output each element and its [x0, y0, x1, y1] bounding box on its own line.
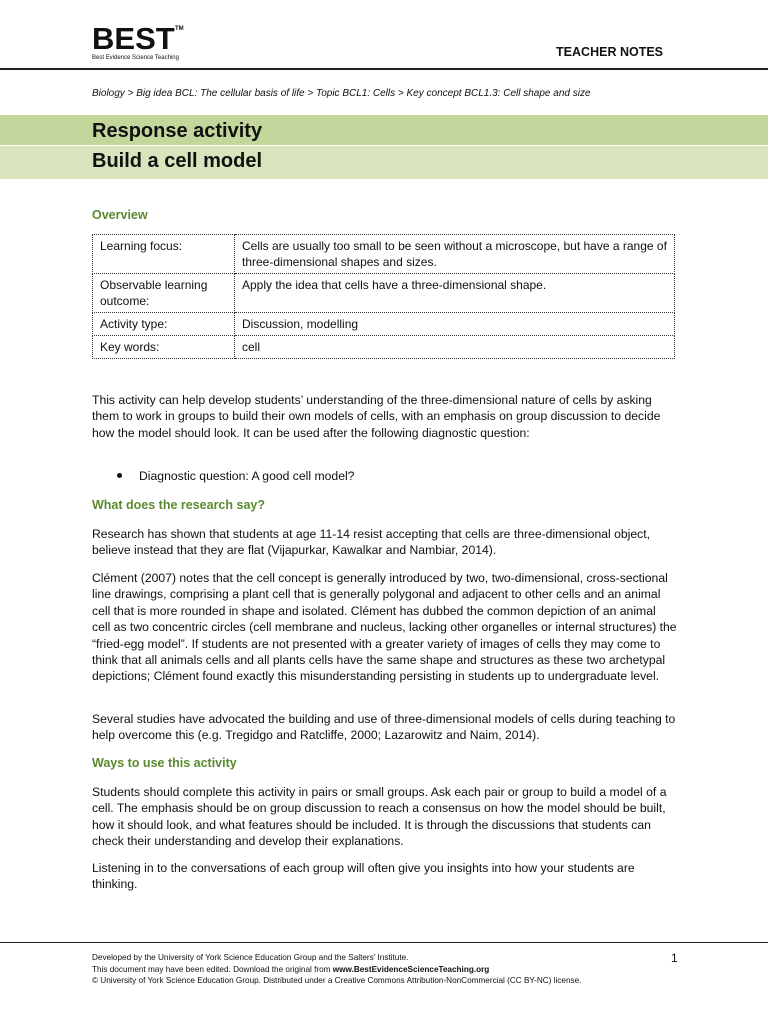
table-row [93, 313, 675, 336]
table-key: Activity type: [93, 313, 235, 336]
logo-text: BEST [92, 21, 175, 56]
table-key: Key words: [93, 336, 235, 359]
table-row [93, 274, 675, 313]
page-number: 1 [671, 951, 678, 965]
page-subtitle: Build a cell model [92, 150, 263, 172]
logo-subtitle: Best Evidence Science Teaching [92, 55, 179, 61]
footer-line-2-text: This document may have been edited. Download the original from [92, 964, 333, 974]
table-value: Discussion, modelling [235, 313, 675, 336]
bullet-dot [117, 473, 122, 478]
overview-heading: Overview [92, 208, 148, 222]
research-paragraph-3: Several studies have advocated the building and use of three-dimensional models of cells during teaching to help overcome this (e.g. Tregidgo and Ratcliffe, 2000; Lazarowitz and Naim, 2014). [92, 712, 676, 743]
footer-website-link[interactable]: www.BestEvidenceScienceTeaching.org [332, 964, 490, 974]
research-heading: What does the research say? [92, 498, 265, 512]
footer [92, 952, 581, 987]
footer-line-2 [92, 964, 581, 976]
table-row [93, 336, 675, 359]
footer-line-3: © University of York Science Education Group. Distributed under a Creative Commons Attribution-NonCommercial (CC BY-NC) license. [92, 976, 582, 985]
footer-divider [0, 942, 768, 943]
research-paragraph-2: Clément (2007) notes that the cell concept is generally introduced by two, two-dimensional, cross-sectional line drawings, comprising a plant cell that is generally polygonal and adjacent to other cells and an animal cell that is more rounded in shape and isolated. Clément has dubbed the common depiction of an animal cell as two concentric circles (cell membrane and nucleus, lacking other organelles or internal structures) the “fried-egg model”. If students are not presented with a greater variety of images of cells they may come to think that all animals cells and all plants cells have the same shape and structures as these two archetypal depictions; Clément found exactly this misunderstanding persisting in students up to undergraduate level. [92, 571, 677, 684]
bullet-item: Diagnostic question: A good cell model? [139, 469, 355, 483]
table-value: Apply the idea that cells have a three-dimensional shape. [235, 274, 675, 313]
table-key: Learning focus: [93, 235, 235, 274]
header-divider [0, 68, 768, 70]
research-paragraph-1: Research has shown that students at age 11-14 resist accepting that cells are three-dimensional object, believe instead that they are flat (Vijapurkar, Kawalkar and Nambiar, 2014). [92, 527, 651, 558]
table-value: cell [235, 336, 675, 359]
intro-paragraph: This activity can help develop students’ understanding of the three-dimensional nature of cells by asking them to work in groups to build their own models of cells, with an emphasis on group discussion to decide how the model should look. It can be used after the following diagnostic question: [92, 393, 661, 440]
teacher-notes-label: TEACHER NOTES [556, 45, 663, 59]
page-title: Response activity [92, 120, 263, 142]
ways-paragraph-2: Listening in to the conversations of each group will often give you insights into how your students are thinking. [92, 861, 635, 892]
ways-paragraph-1: Students should complete this activity in pairs or small groups. Ask each pair or group to build a model of a cell. The emphasis should be on group discussion to reach a consensus on how the model should be built, how it should look, and what features should be included. It is through the discussions that students can check their understanding and develop their explanations. [92, 785, 667, 849]
breadcrumb: Biology > Big idea BCL: The cellular basis of life > Topic BCL1: Cells > Key concept BCL1.3: Cell shape and size [92, 88, 591, 99]
ways-heading: Ways to use this activity [92, 756, 237, 770]
best-logo [92, 21, 184, 62]
table-value: Cells are usually too small to be seen without a microscope, but have a range of three-dimensional shapes and sizes. [235, 235, 675, 274]
table-key: Observable learning outcome: [93, 274, 235, 313]
table-row [93, 235, 675, 274]
overview-table [92, 234, 675, 359]
logo-trademark: TM [175, 26, 184, 32]
footer-line-1: Developed by the University of York Science Education Group and the Salters’ Institute. [92, 953, 409, 962]
